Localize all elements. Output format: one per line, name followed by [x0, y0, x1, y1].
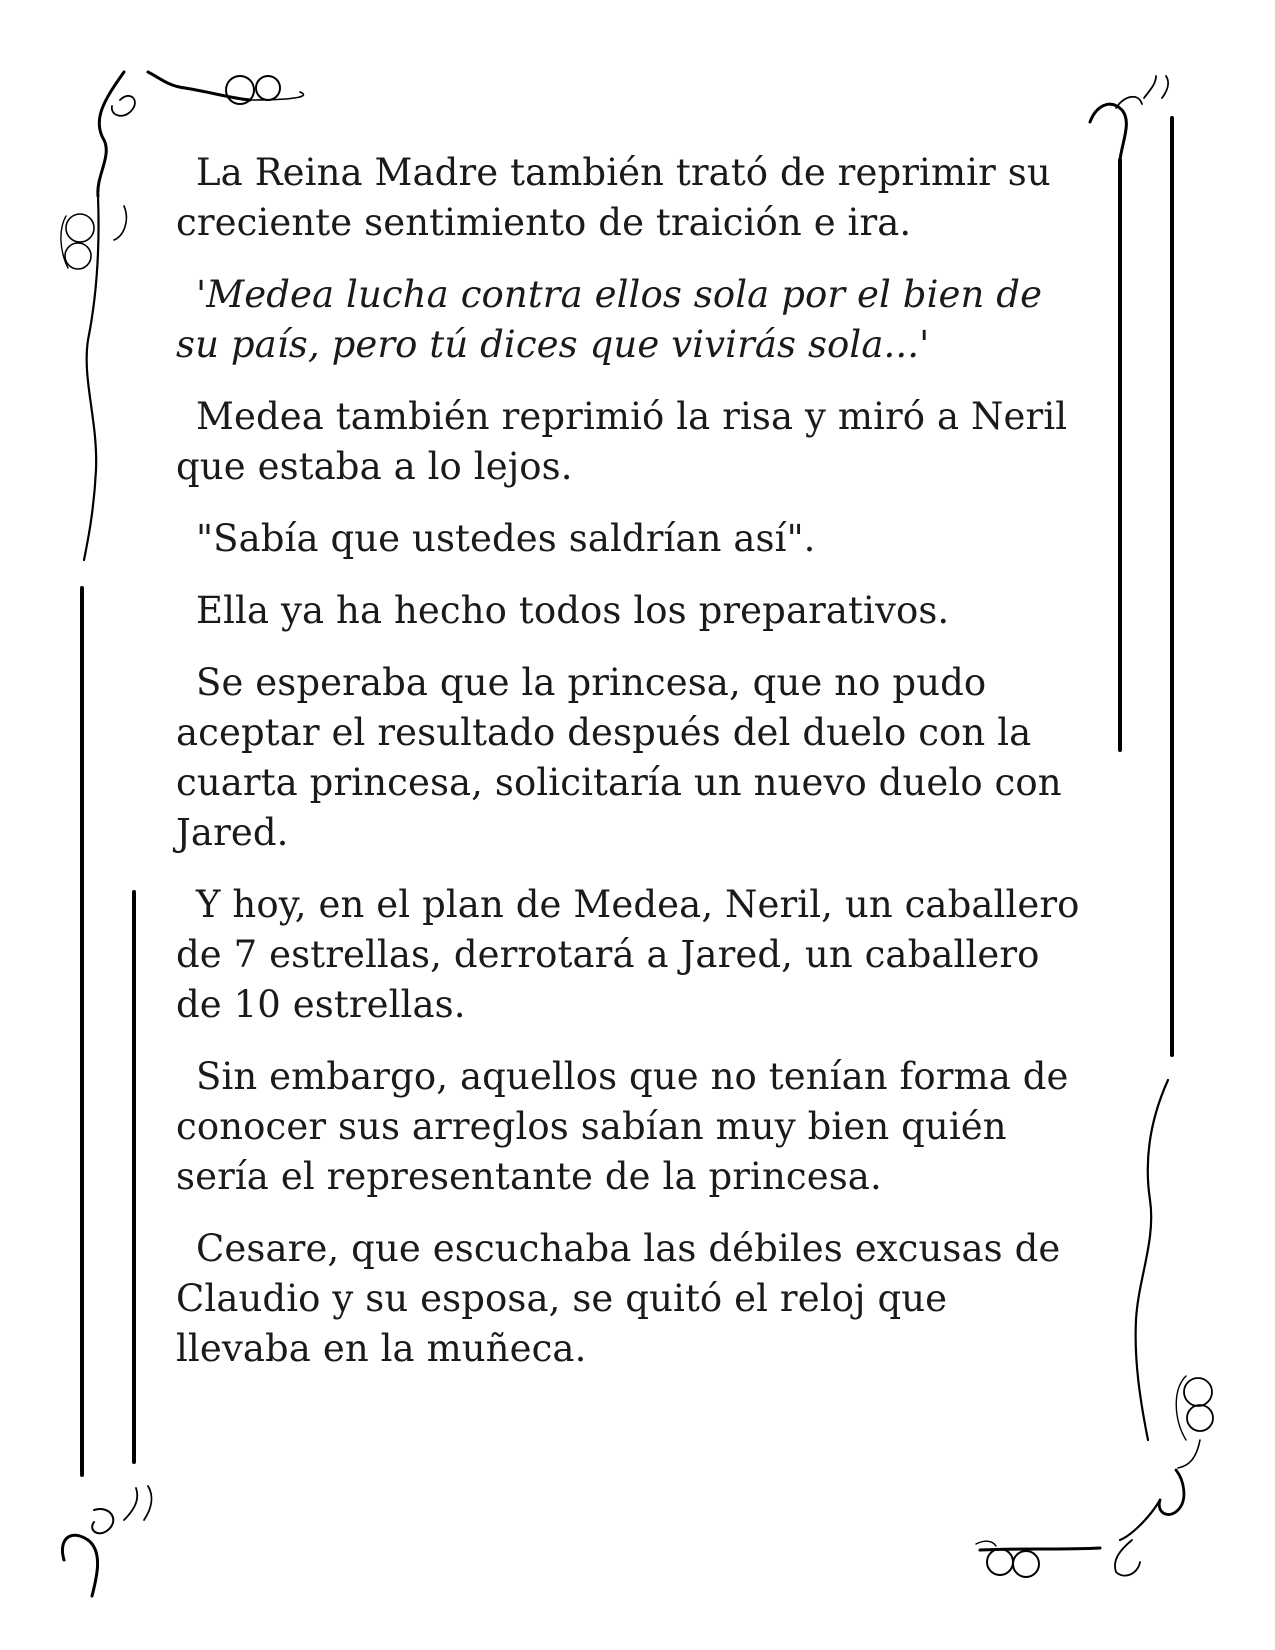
paragraph-8: Sin embargo, aquellos que no tenían forma de conocer sus arreglos sabían muy bien quién sería el representante de la princesa.: [176, 1055, 1069, 1198]
bottom-left-flourish-icon: [62, 1486, 151, 1596]
paragraph-1: La Reina Madre también trató de reprimir su creciente sentimiento de traición e ira.: [176, 151, 1051, 244]
paragraph-7: Y hoy, en el plan de Medea, Neril, un caballero de 7 estrellas, derrotará a Jared, un caballero de 10 estrellas.: [176, 883, 1080, 1026]
top-right-flourish-icon: [1090, 76, 1172, 1055]
body-text: [176, 148, 1081, 1396]
paragraph-6: Se esperaba que la princesa, que no pudo aceptar el resultado después del duelo con la cuarta princesa, solicitaría un nuevo duelo con Jared.: [176, 661, 1062, 854]
paragraph-2-thought: 'Medea lucha contra ellos sola por el bien de su país, pero tú dices que vivirás sola...': [176, 273, 1043, 366]
paragraph-4-dialogue: "Sabía que ustedes saldrían así".: [196, 517, 816, 560]
paragraph-3: Medea también reprimió la risa y miró a Neril que estaba a lo lejos.: [176, 395, 1068, 488]
paragraph-9: Cesare, que escuchaba las débiles excusas de Claudio y su esposa, se quitó el reloj que llevaba en la muñeca.: [176, 1227, 1061, 1370]
paragraph-5: Ella ya ha hecho todos los preparativos.: [196, 589, 950, 632]
